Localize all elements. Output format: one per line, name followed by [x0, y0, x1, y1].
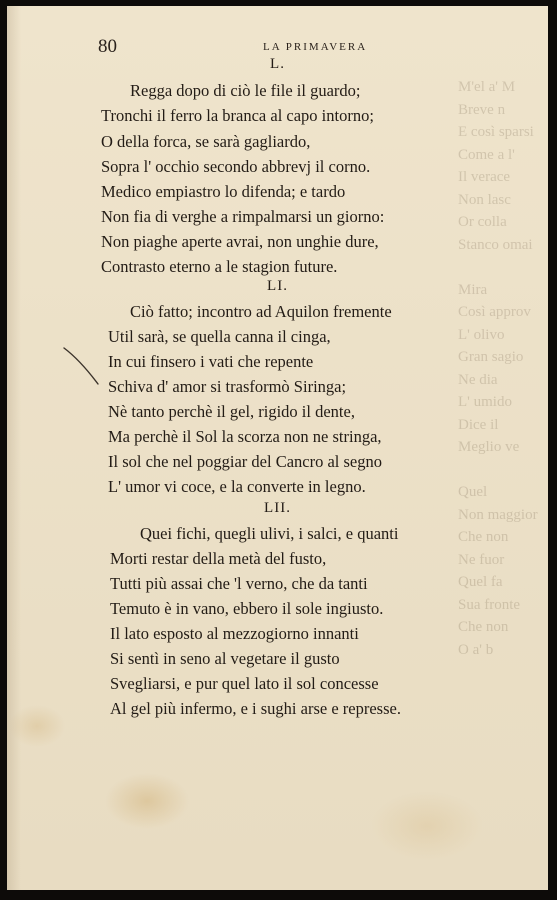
page-number: 80: [98, 36, 117, 57]
verse-line: Ma perchè il Sol la scorza non ne stringa,: [108, 427, 382, 446]
verse-line: Tronchi il ferro la branca al capo intorno;: [101, 106, 374, 125]
verse-line: Quei fichi, quegli ulivi, i salci, e quanti: [140, 524, 399, 543]
verse-line: Si sentì in seno al vegetare il gusto: [110, 649, 340, 668]
verse-line: Sopra l' occhio secondo abbrevj il corno.: [101, 157, 371, 176]
verse-line: Al gel più infermo, e i sughi arse e represse.: [110, 699, 401, 718]
stanza-number: L.: [270, 56, 285, 72]
verse-line: Morti restar della metà del fusto,: [110, 549, 327, 568]
verse-line: Il lato esposto al mezzogiorno innanti: [110, 624, 359, 643]
verse-line: Schiva d' amor si trasformò Siringa;: [108, 377, 347, 396]
stanza-number: LII.: [264, 500, 291, 516]
verse-line: In cui finsero i vati che repente: [108, 352, 314, 371]
verse-line: Temuto è in vano, ebbero il sole ingiusto.: [110, 599, 384, 618]
verse-line: Svegliarsi, e pur quel lato il sol concesse: [110, 674, 379, 693]
verse-line: Nè tanto perchè il gel, rigido il dente,: [108, 402, 355, 421]
verse-line: Regga dopo di ciò le file il guardo;: [130, 81, 361, 100]
stanza-number: LI.: [267, 278, 288, 294]
verse-line: Medico empiastro lo difenda; e tardo: [101, 182, 346, 201]
show-through-text: M'el a' M Breve n E così sparsi Come a l' Il verace Non lasc Or colla Stanco omai Mira Così approv L' olivo Gran sagio Ne dia L' umido Dice il Meglio ve Quel Non maggior Che non Ne fuor Quel fa Sua fronte Che non O a' b: [458, 79, 538, 658]
verse-line: Contrasto eterno a le stagion future.: [101, 257, 338, 276]
pencil-mark: [62, 346, 106, 390]
verse-line: Ciò fatto; incontro ad Aquilon fremente: [130, 302, 392, 321]
verse-line: Tutti più assai che 'l verno, che da tanti: [110, 574, 368, 593]
verse-line: L' umor vi coce, e la converte in legno.: [108, 477, 366, 496]
book-page: [7, 6, 548, 890]
verse-line: Non piaghe aperte avrai, non unghie dure,: [101, 232, 379, 251]
page-header: [7, 34, 548, 56]
running-title: LA PRIMAVERA: [263, 41, 368, 53]
verse-line: O della forca, se sarà gagliardo,: [101, 132, 311, 151]
verse-line: Il sol che nel poggiar del Cancro al segno: [108, 452, 382, 471]
verse-line: Non fia di verghe a rimpalmarsi un giorno:: [101, 207, 385, 226]
verse-line: Util sarà, se quella canna il cinga,: [108, 327, 331, 346]
